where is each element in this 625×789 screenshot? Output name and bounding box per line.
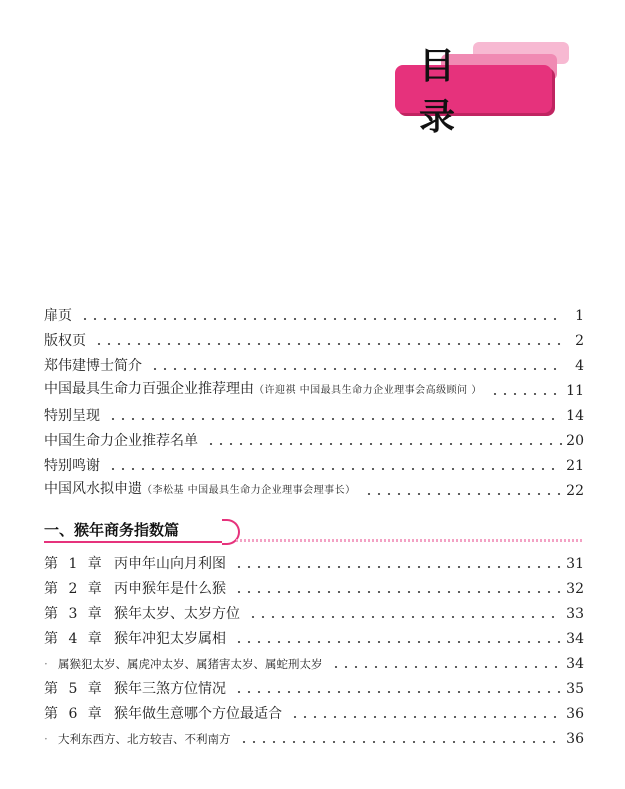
section-dotted-rule: [236, 539, 584, 542]
toc-row[interactable]: [44, 548, 584, 573]
dot-leader: [234, 591, 562, 593]
toc-entry-main: 中国最具生命力百强企业推荐理由: [44, 381, 254, 397]
toc-row[interactable]: [44, 350, 584, 375]
toc-entry-title: 特别鸣谢: [44, 458, 100, 474]
toc-entry-title: [44, 605, 244, 623]
chapter-number: 第 1 章: [44, 556, 105, 572]
toc-row[interactable]: [44, 300, 584, 325]
toc-entry-title: [44, 655, 327, 673]
dot-leader: [364, 493, 562, 495]
toc-page-number: 36: [566, 731, 584, 747]
toc-entry-title: 郑伟建博士简介: [44, 358, 142, 374]
bullet-dot: ·: [44, 732, 48, 746]
toc-page-number: 20: [566, 433, 584, 449]
title-box: [395, 46, 552, 138]
toc-entry-note: （许迎祺 中国最具生命力企业理事会高级顾问 ）: [254, 385, 482, 396]
toc-entry-note: （李松基 中国最具生命力企业理事会理事长）: [142, 485, 356, 496]
toc-row[interactable]: [44, 623, 584, 648]
dot-leader: [108, 468, 562, 470]
toc-page-number: 21: [566, 458, 584, 474]
toc-row[interactable]: [44, 698, 584, 723]
toc-page-number: 31: [566, 556, 584, 572]
toc-entry-title: 中国生命力企业推荐名单: [44, 433, 198, 449]
toc-entry-title: [44, 630, 230, 648]
toc-page-number: 36: [566, 706, 584, 722]
toc-page-number: 22: [566, 483, 584, 499]
toc-row[interactable]: [44, 648, 584, 673]
page-title: 目 录: [419, 46, 480, 138]
subitem-title: 属猴犯太岁、属虎冲太岁、属猪害太岁、属蛇刑太岁: [58, 657, 323, 671]
toc-row[interactable]: [44, 450, 584, 475]
chapter-title: 猴年三煞方位情况: [114, 681, 226, 697]
dot-leader: [150, 368, 562, 370]
toc-row[interactable]: [44, 425, 584, 450]
section-heading: 一、猴年商务指数篇: [44, 517, 230, 543]
dot-leader: [108, 418, 562, 420]
toc-entry-title: [44, 480, 360, 500]
toc-row[interactable]: [44, 673, 584, 698]
toc-page-number: 32: [566, 581, 584, 597]
toc-entry-title: [44, 680, 230, 698]
toc-entry-title: [44, 555, 230, 573]
toc-title-block: [395, 40, 575, 138]
bullet-dot: ·: [44, 657, 48, 671]
chapter-number: 第 4 章: [44, 631, 105, 647]
toc-page-number: 35: [566, 681, 584, 697]
toc-row[interactable]: [44, 573, 584, 598]
dot-leader: [248, 616, 562, 618]
toc-row[interactable]: [44, 598, 584, 623]
chapter-number: 第 3 章: [44, 606, 105, 622]
dot-leader: [490, 393, 562, 395]
toc-row[interactable]: [44, 375, 584, 400]
chapter-title: 猴年做生意哪个方位最适合: [114, 706, 282, 722]
chapter-title: 丙申年山向月利图: [114, 556, 226, 572]
toc-row[interactable]: [44, 475, 584, 500]
toc-row[interactable]: [44, 400, 584, 425]
chapter-number: 第 2 章: [44, 581, 105, 597]
subitem-title: 大利东西方、北方较吉、不利南方: [58, 732, 231, 746]
dot-leader: [94, 343, 562, 345]
dot-leader: [239, 741, 563, 743]
chapter-title: 猴年冲犯太岁属相: [114, 631, 226, 647]
toc-row[interactable]: [44, 325, 584, 350]
toc-page-number: 4: [575, 358, 584, 374]
dot-leader: [80, 318, 562, 320]
toc-page-number: 1: [575, 308, 584, 324]
toc-page-number: 14: [566, 408, 584, 424]
chapter-title: 丙申猴年是什么猴: [114, 581, 226, 597]
dot-leader: [234, 691, 562, 693]
section-header: [44, 517, 584, 543]
toc-front-list: [44, 300, 584, 500]
toc-page-number: 34: [566, 631, 584, 647]
dot-leader: [331, 666, 563, 668]
toc-entry-title: 特别呈现: [44, 408, 100, 424]
toc-entry-title: [44, 380, 486, 400]
dot-leader: [206, 443, 562, 445]
toc-page-number: 11: [566, 383, 584, 399]
toc-entry-title: [44, 705, 286, 723]
toc-row[interactable]: [44, 723, 584, 748]
chapter-number: 第 6 章: [44, 706, 105, 722]
dot-leader: [234, 641, 562, 643]
dot-leader: [290, 716, 562, 718]
toc-entry-title: [44, 580, 230, 598]
toc-entry-title: 扉页: [44, 308, 72, 324]
toc-entry-title: [44, 730, 235, 748]
toc-page-number: 34: [566, 656, 584, 672]
toc-page-number: 33: [566, 606, 584, 622]
dot-leader: [234, 566, 562, 568]
toc-entry-main: 中国风水拟申遗: [44, 481, 142, 497]
chapter-title: 猴年太岁、太岁方位: [114, 606, 240, 622]
toc-entry-title: 版权页: [44, 333, 86, 349]
toc-page-number: 2: [575, 333, 584, 349]
toc-section-list: [44, 548, 584, 748]
chapter-number: 第 5 章: [44, 681, 105, 697]
